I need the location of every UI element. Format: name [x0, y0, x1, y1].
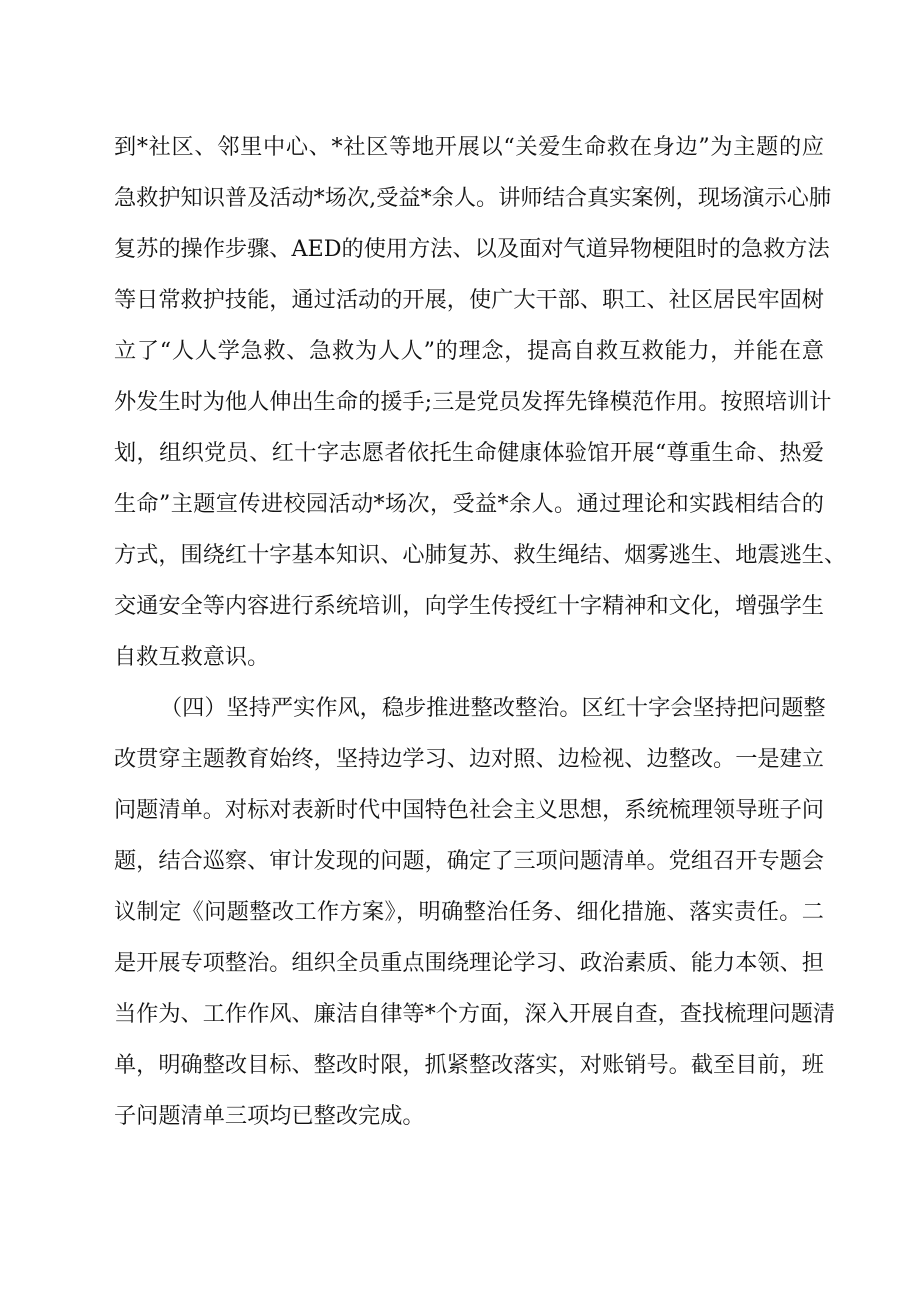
paragraph-1-line: 等日常救护技能，通过活动的开展，使广大干部、职工、社区居民牢固树 [114, 287, 824, 313]
paragraph-1-line: 划，组织党员、红十字志愿者依托生命健康体验馆开展“尊重生命、热爱 [114, 440, 824, 466]
paragraph-1-line: 复苏的操作步骤、AED的使用方法、以及面对气道异物梗阻时的急救方法 [114, 236, 830, 262]
paragraph-1-line: 方式，围绕红十字基本知识、心肺复苏、救生绳结、烟雾逃生、地震逃生、 [114, 542, 847, 568]
paragraph-1-line: 到*社区、邻里中心、*社区等地开展以“关爱生命救在身边”为主题的应 [114, 134, 824, 160]
paragraph-2-line: 子问题清单三项均已整改完成。 [114, 1103, 425, 1129]
paragraph-2-line: 问题清单。对标对表新时代中国特色社会主义思想，系统梳理领导班子问 [114, 797, 824, 823]
paragraph-2-line: 单，明确整改目标、整改时限，抓紧整改落实，对账销号。截至目前，班 [114, 1052, 824, 1078]
paragraph-2-line: （四）坚持严实作风，稳步推进整改整治。区红十字会坚持把问题整 [160, 695, 826, 721]
paragraph-2-line: 当作为、工作作风、廉洁自律等*个方面，深入开展自查，查找梳理问题清 [114, 1001, 836, 1027]
paragraph-1-line: 自救互救意识。 [114, 644, 270, 670]
paragraph-1-line: 生命”主题宣传进校园活动*场次，受益*余人。通过理论和实践相结合的 [114, 491, 824, 517]
paragraph-2-line: 题，结合巡察、审计发现的问题，确定了三项问题清单。党组召开专题会 [114, 848, 824, 874]
paragraph-2-line: 是开展专项整治。组织全员重点围绕理论学习、政治素质、能力本领、担 [114, 950, 824, 976]
paragraph-1-line: 交通安全等内容进行系统培训，向学生传授红十字精神和文化，增强学生 [114, 593, 824, 619]
paragraph-1-line: 急救护知识普及活动*场次,受益*余人。讲师结合真实案例，现场演示心肺 [114, 185, 832, 211]
paragraph-2-line: 改贯穿主题教育始终，坚持边学习、边对照、边检视、边整改。一是建立 [114, 746, 824, 772]
paragraph-1-line: 立了“人人学急救、急救为人人”的理念，提高自救互救能力，并能在意 [114, 338, 824, 364]
paragraph-2-line: 议制定《问题整改工作方案》，明确整治任务、细化措施、落实责任。二 [114, 899, 824, 925]
paragraph-1-line: 外发生时为他人伸出生命的援手;三是党员发挥先锋模范作用。按照培训计 [114, 389, 832, 415]
